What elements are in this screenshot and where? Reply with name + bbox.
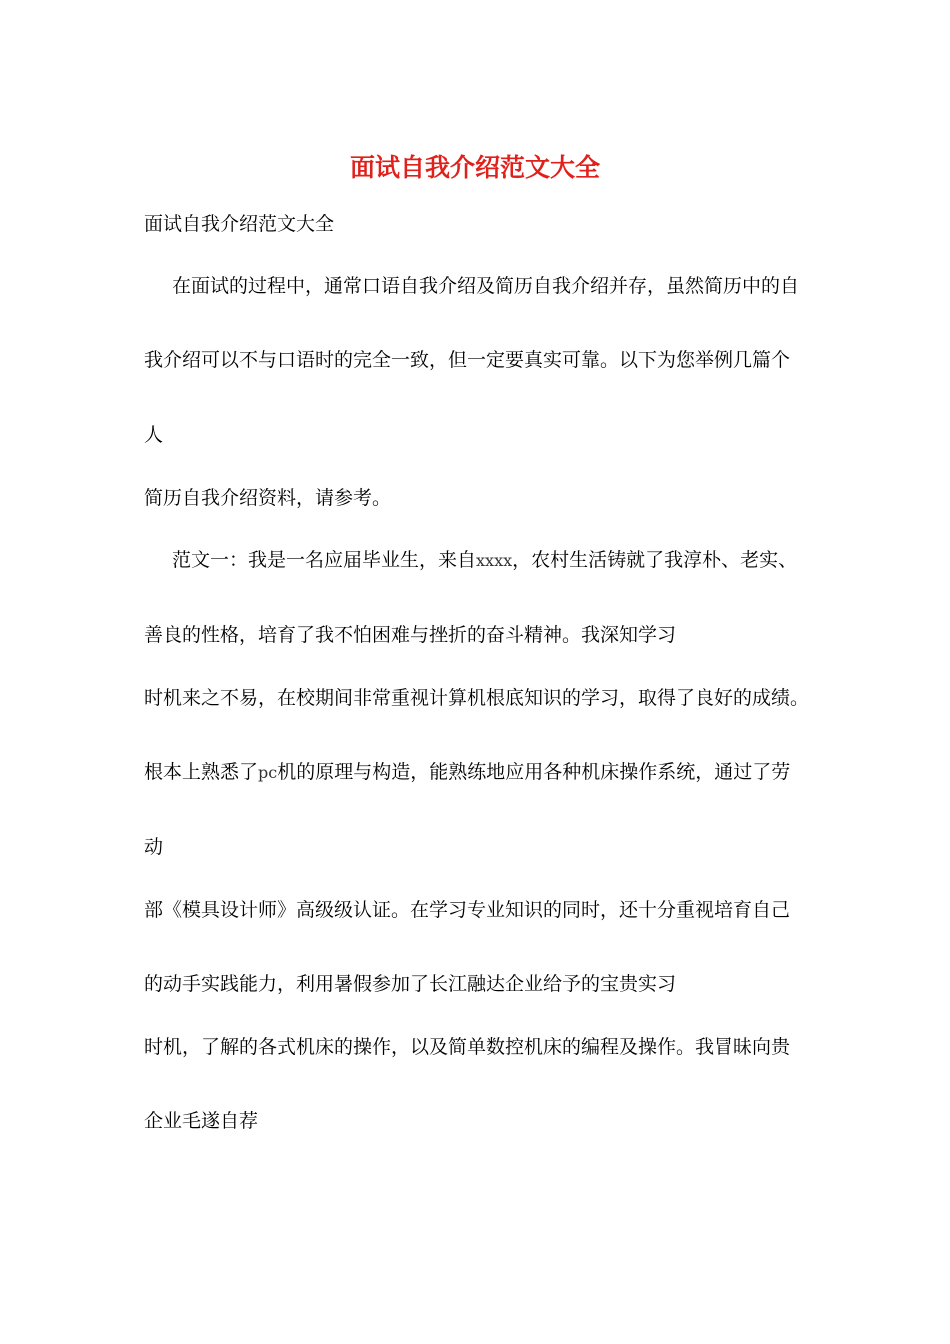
paragraph-line: 善良的性格，培育了我不怕困难与挫折的奋斗精神。我深知学习	[144, 624, 677, 646]
paragraph-line: 在面试的过程中，通常口语自我介绍及简历自我介绍并存，虽然简历中的自	[172, 275, 800, 297]
text-segment: 根本上熟悉了	[144, 761, 259, 783]
paragraph-line: 时机来之不易，在校期间非常重视计算机根底知识的学习，取得了良好的成绩。	[144, 687, 810, 709]
paragraph-line	[144, 758, 790, 787]
text-segment: 范文一：我是一名应届毕业生，来自	[172, 549, 477, 571]
document-subtitle: 面试自我介绍范文大全	[144, 213, 335, 235]
paragraph-line	[172, 546, 797, 575]
document-title: 面试自我介绍范文大全	[349, 153, 600, 182]
text-segment: xxxx	[476, 551, 513, 570]
text-segment: ，农村生活铸就了我淳朴、老实、	[512, 549, 798, 571]
paragraph-line: 企业毛遂自荐	[144, 1110, 259, 1132]
paragraph-line: 动	[144, 836, 164, 858]
paragraph-line: 简历自我介绍资料，请参考。	[144, 487, 392, 509]
paragraph-line: 我介绍可以不与口语时的完全一致，但一定要真实可靠。以下为您举例几篇个	[144, 349, 791, 371]
text-segment: pc	[258, 763, 278, 782]
paragraph-line: 人	[144, 424, 164, 446]
text-segment: 机的原理与构造，能熟练地应用各种机床操作系统，通过了劳	[277, 761, 791, 783]
paragraph-line: 的动手实践能力，利用暑假参加了长江融达企业给予的宝贵实习	[144, 973, 677, 995]
paragraph-line: 时机，了解的各式机床的操作，以及简单数控机床的编程及操作。我冒昧向贵	[144, 1036, 791, 1058]
paragraph-line: 部《模具设计师》高级级认证。在学习专业知识的同时，还十分重视培育自己	[144, 899, 791, 921]
